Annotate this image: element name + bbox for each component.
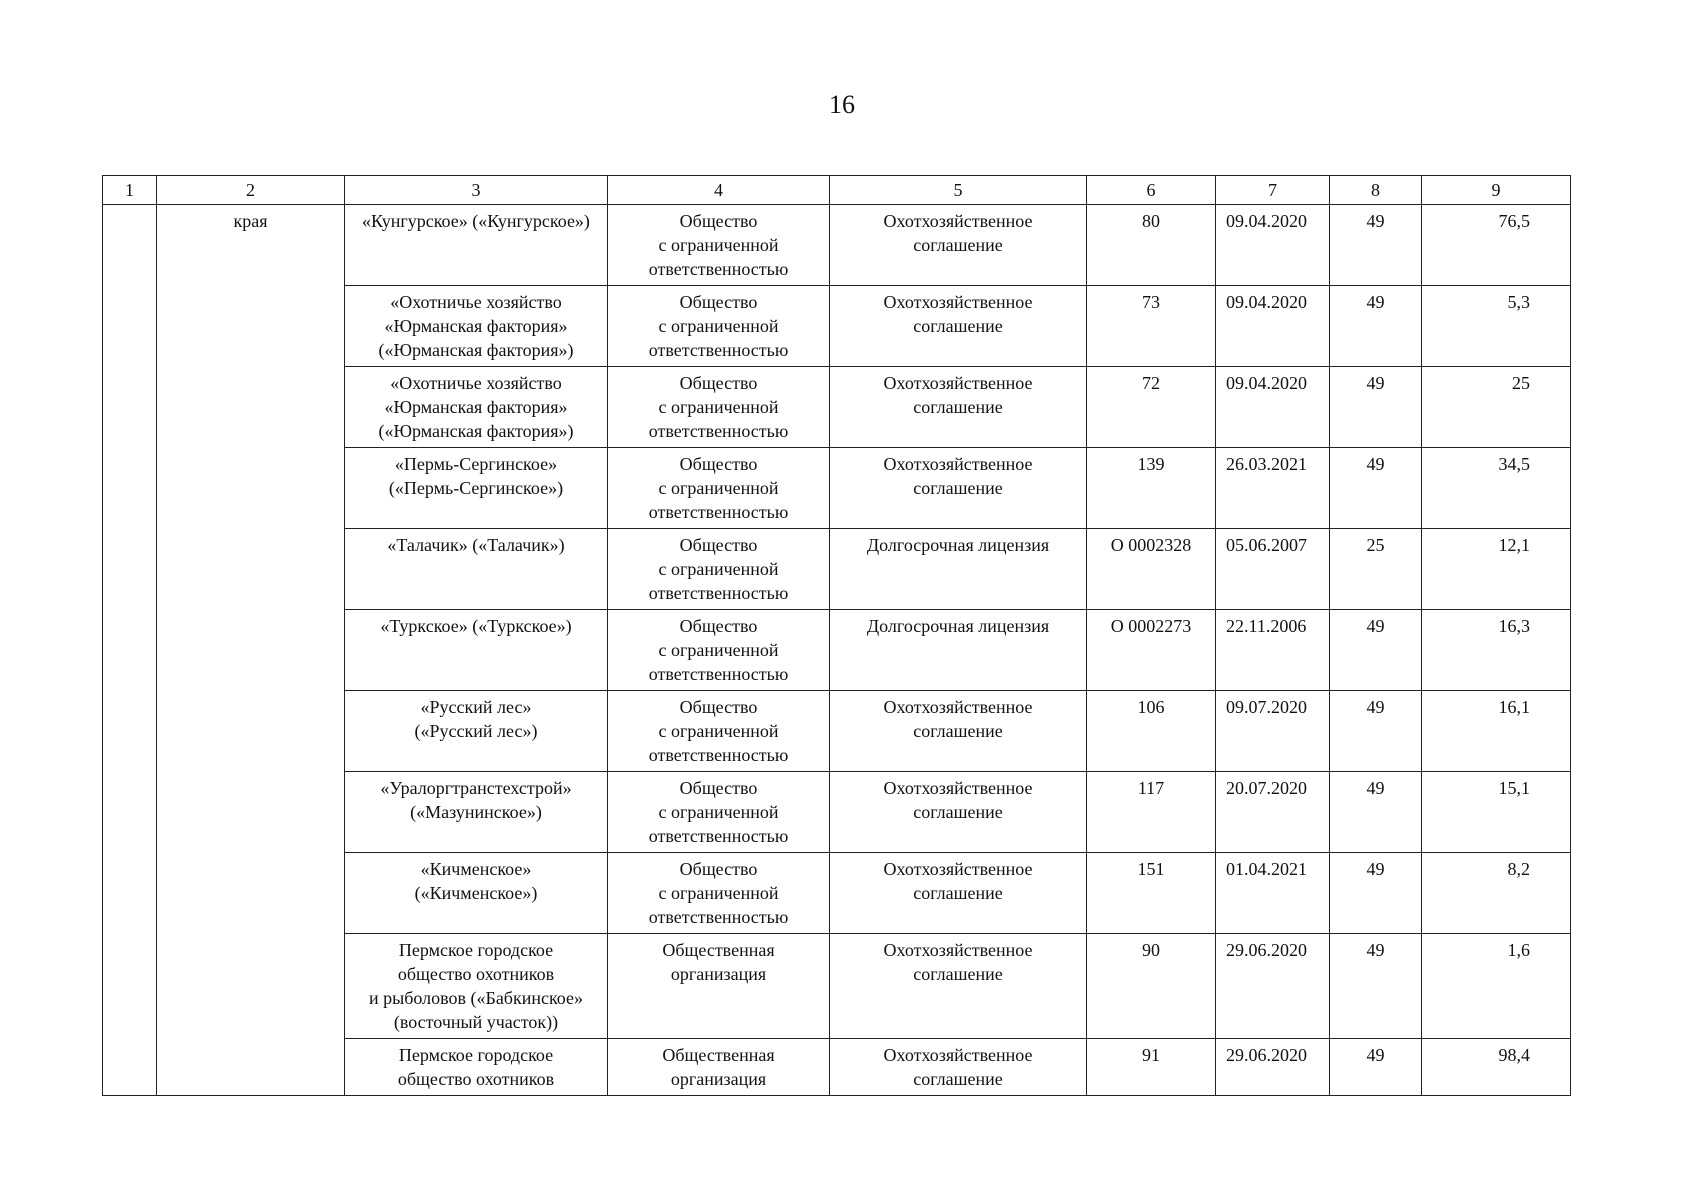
cell-col-9-area: 5,3 [1422,286,1571,367]
header-col-9: 9 [1422,176,1571,205]
cell-col-5-document-line: соглашение [913,316,1003,336]
cell-col-3-name-line: и рыболовов («Бабкинское» [368,988,584,1008]
cell-col-5-document-line: соглашение [913,235,1003,255]
cell-col-3-name-line: («Пермь-Сергинское») [388,478,564,498]
cell-col-5-document-line: соглашение [913,1069,1003,1089]
cell-col-4-org-type-line: Общество [679,859,758,879]
table-body [103,205,1571,1096]
header-col-4: 4 [608,176,830,205]
cell-col-4-org-type [608,529,830,610]
header-col-1: 1 [103,176,157,205]
cell-col-8-term: 49 [1330,934,1422,1039]
cell-col-8-term: 49 [1330,1039,1422,1096]
cell-col-4-org-type [608,205,830,286]
cell-col-4-org-type-line: ответственностью [648,340,789,360]
cell-col-3-name [345,205,608,286]
cell-col-4-org-type-line: ответственностью [648,826,789,846]
cell-col-5-document-line: Охотхозяйственное [883,373,1033,393]
cell-col-5-document-line: соглашение [913,802,1003,822]
cell-col-3-name-line: «Талачик» («Талачик») [387,535,565,555]
header-col-2: 2 [157,176,345,205]
cell-col-7-date: 09.04.2020 [1216,367,1330,448]
cell-col-5-document [830,772,1087,853]
cell-col-5-document-line: Охотхозяйственное [883,859,1033,879]
cell-col-5-document-line: соглашение [913,883,1003,903]
cell-col-4-org-type [608,691,830,772]
cell-col-3-name-line: «Уралоргтранстехстрой» [380,778,572,798]
cell-col-3-name-line: «Русский лес» [420,697,532,717]
cell-col-7-date: 29.06.2020 [1216,934,1330,1039]
cell-col-7-date: 09.04.2020 [1216,286,1330,367]
cell-col-3-name [345,1039,608,1096]
cell-col-3-name [345,448,608,529]
cell-col-3-name [345,934,608,1039]
hunting-grounds-table [102,175,1571,1096]
cell-col-6-number: 139 [1087,448,1216,529]
header-col-6: 6 [1087,176,1216,205]
cell-col-4-org-type-line: с ограниченной [658,235,779,255]
cell-col-3-name-line: Пермское городское [398,940,554,960]
cell-col-4-org-type-line: Общественная [662,940,775,960]
cell-col-6-number: О 0002273 [1087,610,1216,691]
cell-col-4-org-type [608,1039,830,1096]
cell-col-3-name-line: (восточный участок)) [393,1012,559,1032]
cell-col-3-name-line: «Пермь-Сергинское» [394,454,558,474]
cell-col-4-org-type-line: Общество [679,535,758,555]
cell-col-5-document [830,691,1087,772]
cell-col-8-term: 49 [1330,205,1422,286]
cell-col-3-name-line: («Юрманская фактория») [378,421,574,441]
cell-col-4-org-type-line: организация [670,964,767,984]
header-row [103,176,1571,205]
cell-col-8-term: 25 [1330,529,1422,610]
cell-col-5-document [830,934,1087,1039]
cell-col-9-area: 1,6 [1422,934,1571,1039]
cell-col-5-document [830,1039,1087,1096]
cell-col-3-name [345,286,608,367]
header-col-7: 7 [1216,176,1330,205]
cell-col-9-area: 15,1 [1422,772,1571,853]
cell-col-4-org-type-line: с ограниченной [658,802,779,822]
cell-col-3-name [345,772,608,853]
cell-col-8-term: 49 [1330,610,1422,691]
cell-col-4-org-type-line: Общество [679,211,758,231]
cell-col-4-org-type-line: с ограниченной [658,397,779,417]
cell-col-4-org-type-line: с ограниченной [658,721,779,741]
cell-col-9-area: 98,4 [1422,1039,1571,1096]
cell-col-5-document [830,205,1087,286]
cell-col-3-name [345,610,608,691]
cell-col-4-org-type-line: Общество [679,616,758,636]
cell-col-3-name-line: «Кунгурское» («Кунгурское») [362,211,590,231]
cell-col-5-document [830,367,1087,448]
cell-col-4-org-type-line: Общество [679,778,758,798]
cell-col-2-region: края [157,205,345,1096]
cell-col-4-org-type-line: ответственностью [648,502,789,522]
cell-col-5-document-line: Долгосрочная лицензия [866,535,1050,555]
cell-col-3-name [345,367,608,448]
cell-col-3-name-line: «Юрманская фактория» [384,316,568,336]
cell-col-9-area: 12,1 [1422,529,1571,610]
cell-col-8-term: 49 [1330,448,1422,529]
cell-col-4-org-type-line: ответственностью [648,745,789,765]
cell-col-4-org-type-line: ответственностью [648,664,789,684]
cell-col-8-term: 49 [1330,772,1422,853]
cell-col-7-date: 01.04.2021 [1216,853,1330,934]
cell-col-9-area: 34,5 [1422,448,1571,529]
cell-col-4-org-type [608,286,830,367]
cell-col-4-org-type-line: с ограниченной [658,559,779,579]
cell-col-3-name-line: («Русский лес») [414,721,538,741]
page-number: 16 [829,90,855,119]
cell-col-5-document-line: соглашение [913,721,1003,741]
cell-col-5-document [830,286,1087,367]
cell-col-9-area: 16,3 [1422,610,1571,691]
cell-col-6-number: 117 [1087,772,1216,853]
cell-col-4-org-type-line: с ограниченной [658,640,779,660]
cell-col-4-org-type-line: с ограниченной [658,883,779,903]
cell-col-4-org-type-line: Общественная [662,1045,775,1065]
cell-col-7-date: 22.11.2006 [1216,610,1330,691]
cell-col-4-org-type-line: Общество [679,697,758,717]
cell-col-5-document-line: соглашение [913,478,1003,498]
cell-col-5-document-line: Охотхозяйственное [883,454,1033,474]
cell-col-5-document-line: соглашение [913,397,1003,417]
cell-col-6-number: 73 [1087,286,1216,367]
cell-col-5-document-line: Охотхозяйственное [883,1045,1033,1065]
cell-col-4-org-type-line: ответственностью [648,259,789,279]
cell-col-7-date: 20.07.2020 [1216,772,1330,853]
cell-col-5-document [830,853,1087,934]
cell-col-4-org-type-line: с ограниченной [658,478,779,498]
cell-col-5-document-line: Охотхозяйственное [883,292,1033,312]
cell-col-5-document-line: соглашение [913,964,1003,984]
table-header [103,176,1571,205]
cell-col-5-document [830,448,1087,529]
cell-col-5-document [830,610,1087,691]
cell-col-3-name [345,691,608,772]
cell-col-8-term: 49 [1330,286,1422,367]
cell-col-7-date: 26.03.2021 [1216,448,1330,529]
cell-col-3-name-line: Пермское городское [398,1045,554,1065]
cell-col-4-org-type-line: Общество [679,292,758,312]
cell-col-7-date: 09.04.2020 [1216,205,1330,286]
cell-col-5-document-line: Охотхозяйственное [883,697,1033,717]
cell-col-4-org-type [608,853,830,934]
cell-col-3-name-line: «Туркское» («Туркское») [380,616,572,636]
cell-col-4-org-type [608,934,830,1039]
cell-col-3-name-line: «Охотничье хозяйство [390,373,562,393]
cell-col-9-area: 76,5 [1422,205,1571,286]
cell-col-1 [103,205,157,1096]
cell-col-4-org-type-line: ответственностью [648,907,789,927]
cell-col-3-name-line: «Охотничье хозяйство [390,292,562,312]
cell-col-9-area: 16,1 [1422,691,1571,772]
cell-col-6-number: 72 [1087,367,1216,448]
cell-col-3-name-line: «Кичменское» [420,859,532,879]
cell-col-4-org-type-line: Общество [679,373,758,393]
cell-col-5-document-line: Охотхозяйственное [883,778,1033,798]
cell-col-4-org-type [608,772,830,853]
cell-col-4-org-type-line: с ограниченной [658,316,779,336]
table-row [103,205,1571,286]
cell-col-3-name-line: («Юрманская фактория») [378,340,574,360]
cell-col-9-area: 8,2 [1422,853,1571,934]
cell-col-5-document-line: Охотхозяйственное [883,940,1033,960]
cell-col-7-date: 09.07.2020 [1216,691,1330,772]
cell-col-4-org-type [608,448,830,529]
cell-col-8-term: 49 [1330,691,1422,772]
cell-col-4-org-type [608,610,830,691]
cell-col-3-name-line: («Кичменское») [414,883,538,903]
cell-col-7-date: 29.06.2020 [1216,1039,1330,1096]
cell-col-3-name-line: «Юрманская фактория» [384,397,568,417]
cell-col-4-org-type-line: организация [670,1069,767,1089]
cell-col-6-number: 91 [1087,1039,1216,1096]
cell-col-3-name [345,529,608,610]
cell-col-3-name-line: общество охотников [397,1069,555,1089]
cell-col-6-number: 80 [1087,205,1216,286]
header-col-3: 3 [345,176,608,205]
cell-col-6-number: О 0002328 [1087,529,1216,610]
cell-col-3-name-line: общество охотников [397,964,555,984]
cell-col-8-term: 49 [1330,367,1422,448]
cell-col-8-term: 49 [1330,853,1422,934]
cell-col-5-document [830,529,1087,610]
cell-col-4-org-type [608,367,830,448]
cell-col-6-number: 106 [1087,691,1216,772]
cell-col-4-org-type-line: ответственностью [648,583,789,603]
cell-col-3-name [345,853,608,934]
header-col-5: 5 [830,176,1087,205]
cell-col-7-date: 05.06.2007 [1216,529,1330,610]
cell-col-6-number: 151 [1087,853,1216,934]
cell-col-4-org-type-line: Общество [679,454,758,474]
cell-col-6-number: 90 [1087,934,1216,1039]
cell-col-5-document-line: Охотхозяйственное [883,211,1033,231]
header-col-8: 8 [1330,176,1422,205]
cell-col-9-area: 25 [1422,367,1571,448]
cell-col-4-org-type-line: ответственностью [648,421,789,441]
cell-col-5-document-line: Долгосрочная лицензия [866,616,1050,636]
cell-col-3-name-line: («Мазунинское») [410,802,542,822]
